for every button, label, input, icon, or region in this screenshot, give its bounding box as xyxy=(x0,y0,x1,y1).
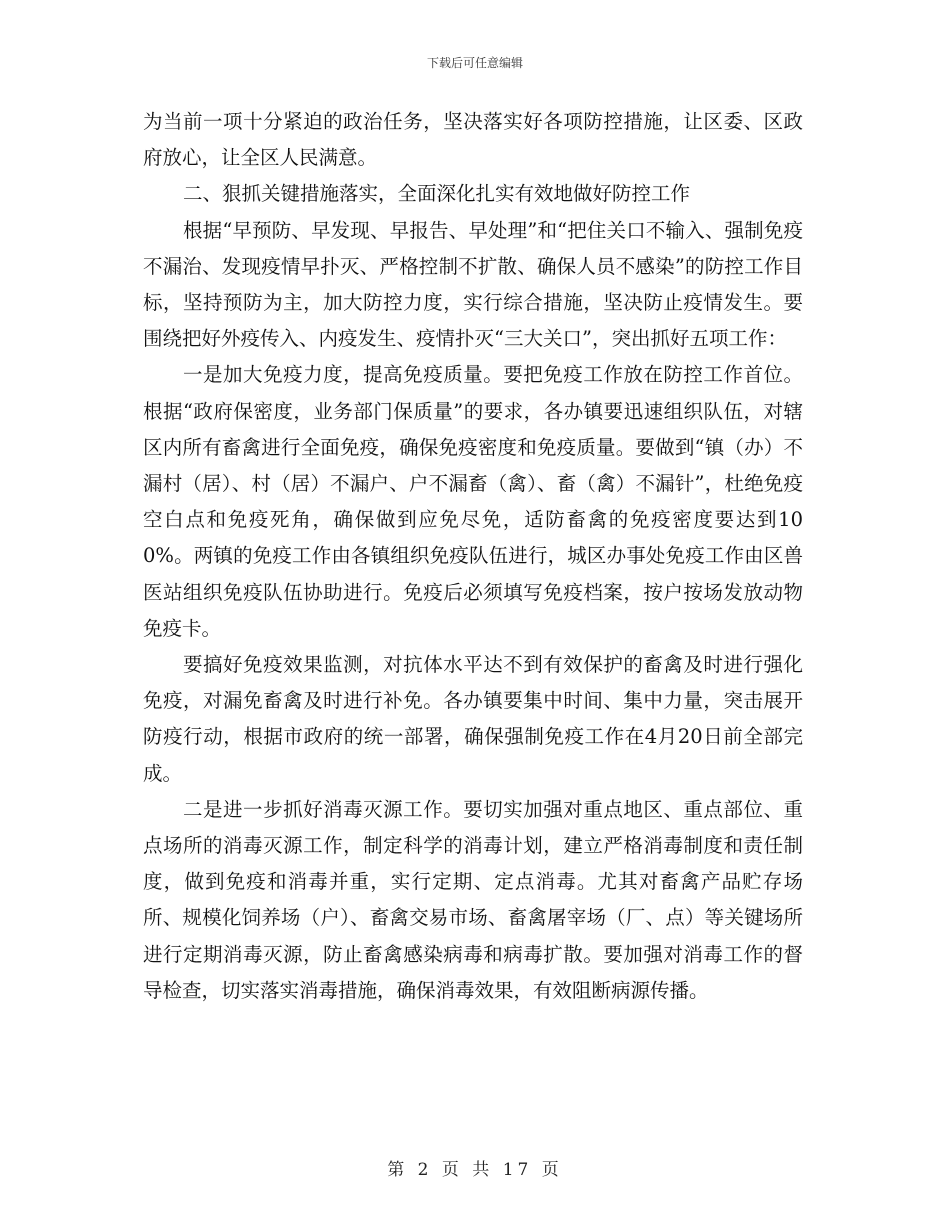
paragraph-1: 为当前一项十分紧迫的政治任务，坚决落实好各项防控措施，让区委、区政府放心，让全区人民满意。 xyxy=(143,110,803,170)
paragraph-4: 一是加大免疫力度，提高免疫质量。要把免疫工作放在防控工作首位。根据“政府保密度，业务部门保质量”的要求，各办镇要迅速组织队伍，对辖区内所有畜禽进行全面免疫，确保免疫密度和免疫质量。要做到“镇（办）不漏村（居）、村（居）不漏户、户不漏畜（禽）、畜（禽）不漏针”，杜绝免疫空白点和免疫死角，确保做到应免尽免，适防畜禽的免疫密度要达到100%。两镇的免疫工作由各镇组织免疫队伍进行，城区办事处免疫工作由区兽医站组织免疫队伍协助进行。免疫后必须填写免疫档案，按户按场发放动物免疫卡。 xyxy=(143,363,803,640)
paragraph-6: 二是进一步抓好消毒灭源工作。要切实加强对重点地区、重点部位、重点场所的消毒灭源工作，制定科学的消毒计划，建立严格消毒制度和责任制度，做到免疫和消毒并重，实行定期、定点消毒。尤其对畜禽产品贮存场所、规模化饲养场（户）、畜禽交易市场、畜禽屠宰场（厂、点）等关键场所进行定期消毒灭源，防止畜禽感染病毒和病毒扩散。要加强对消毒工作的督导检查，切实落实消毒措施，确保消毒效果，有效阻断病源传播。 xyxy=(143,797,803,1002)
page-header: 下载后可任意编辑 xyxy=(426,56,523,70)
section-heading: 二、狠抓关键措施落实，全面深化扎实有效地做好防控工作 xyxy=(183,182,691,206)
paragraph-5: 要搞好免疫效果监测，对抗体水平达不到有效保护的畜禽及时进行强化免疫，对漏免畜禽及时进行补免。各办镇要集中时间、集中力量，突击展开防疫行动，根据市政府的统一部署，确保强制免疫工作在4月20日前全部完成。 xyxy=(143,653,803,785)
document-body xyxy=(143,104,803,1009)
page-number: 第 2 页 共 17 页 xyxy=(387,1160,563,1180)
paragraph-3: 根据“早预防、早发现、早报告、早处理”和“把住关口不输入、强制免疫不漏治、发现疫情早扑灭、严格控制不扩散、确保人员不感染”的防控工作目标，坚持预防为主，加大防控力度，实行综合措施，坚决防止疫情发生。要围绕把好外疫传入、内疫发生、疫情扑灭“三大关口”，突出抓好五项工作： xyxy=(143,218,803,351)
